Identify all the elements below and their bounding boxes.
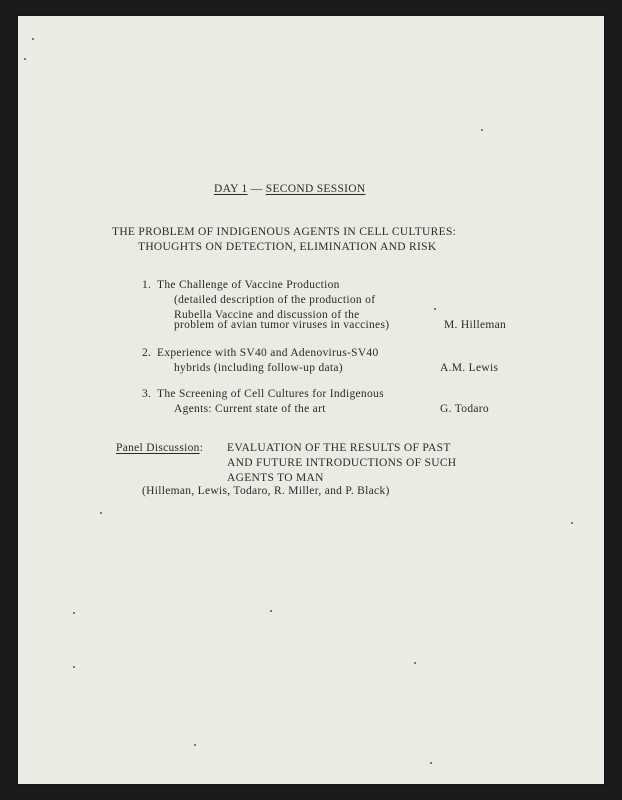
document-page	[18, 16, 604, 784]
item-1-line-1: The Challenge of Vaccine Production	[157, 279, 340, 291]
title-line-1: THE PROBLEM OF INDIGENOUS AGENTS IN CELL CULTURES:	[112, 226, 457, 238]
heading-dash: —	[250, 183, 263, 195]
panel-topic-line-1: EVALUATION OF THE RESULTS OF PAST	[227, 442, 451, 454]
speck	[194, 744, 196, 746]
speck	[571, 522, 573, 524]
item-1-speaker: M. Hilleman	[444, 319, 507, 331]
speck	[481, 129, 483, 131]
heading-session: SECOND SESSION	[265, 183, 366, 195]
panel-label-row	[116, 442, 203, 454]
item-3-speaker: G. Todaro	[440, 403, 489, 415]
item-1-line-2: (detailed description of the production of	[174, 294, 376, 306]
panel-topic-line-3: AGENTS TO MAN	[227, 472, 324, 484]
item-1-line-4: problem of avian tumor viruses in vaccines)	[174, 319, 390, 331]
item-2-speaker: A.M. Lewis	[440, 362, 499, 374]
panel-colon: :	[199, 442, 204, 454]
item-2-line-2: hybrids (including follow-up data)	[174, 362, 343, 374]
speck	[73, 666, 75, 668]
panel-participants: (Hilleman, Lewis, Todaro, R. Miller, and P. Black)	[142, 485, 390, 497]
panel-label: Panel Discussion	[116, 442, 200, 454]
title-line-2: THOUGHTS ON DETECTION, ELIMINATION AND RISK	[138, 241, 437, 253]
speck	[414, 662, 416, 664]
speck	[24, 58, 26, 60]
heading-day: DAY 1	[214, 183, 248, 195]
item-3-number: 3.	[142, 388, 152, 400]
item-1-line-3: Rubella Vaccine and discussion of the	[174, 309, 360, 321]
item-3-line-2: Agents: Current state of the art	[174, 403, 326, 415]
item-2-line-1: Experience with SV40 and Adenovirus-SV40	[157, 347, 379, 359]
item-1-number: 1.	[142, 279, 152, 291]
item-2-number: 2.	[142, 347, 152, 359]
speck	[270, 610, 272, 612]
speck	[73, 612, 75, 614]
speck	[100, 512, 102, 514]
item-3-line-1: The Screening of Cell Cultures for Indigenous	[157, 388, 384, 400]
session-heading	[214, 183, 365, 195]
speck	[434, 308, 436, 310]
speck	[32, 38, 34, 40]
panel-topic-line-2: AND FUTURE INTRODUCTIONS OF SUCH	[227, 457, 457, 469]
speck	[430, 762, 432, 764]
